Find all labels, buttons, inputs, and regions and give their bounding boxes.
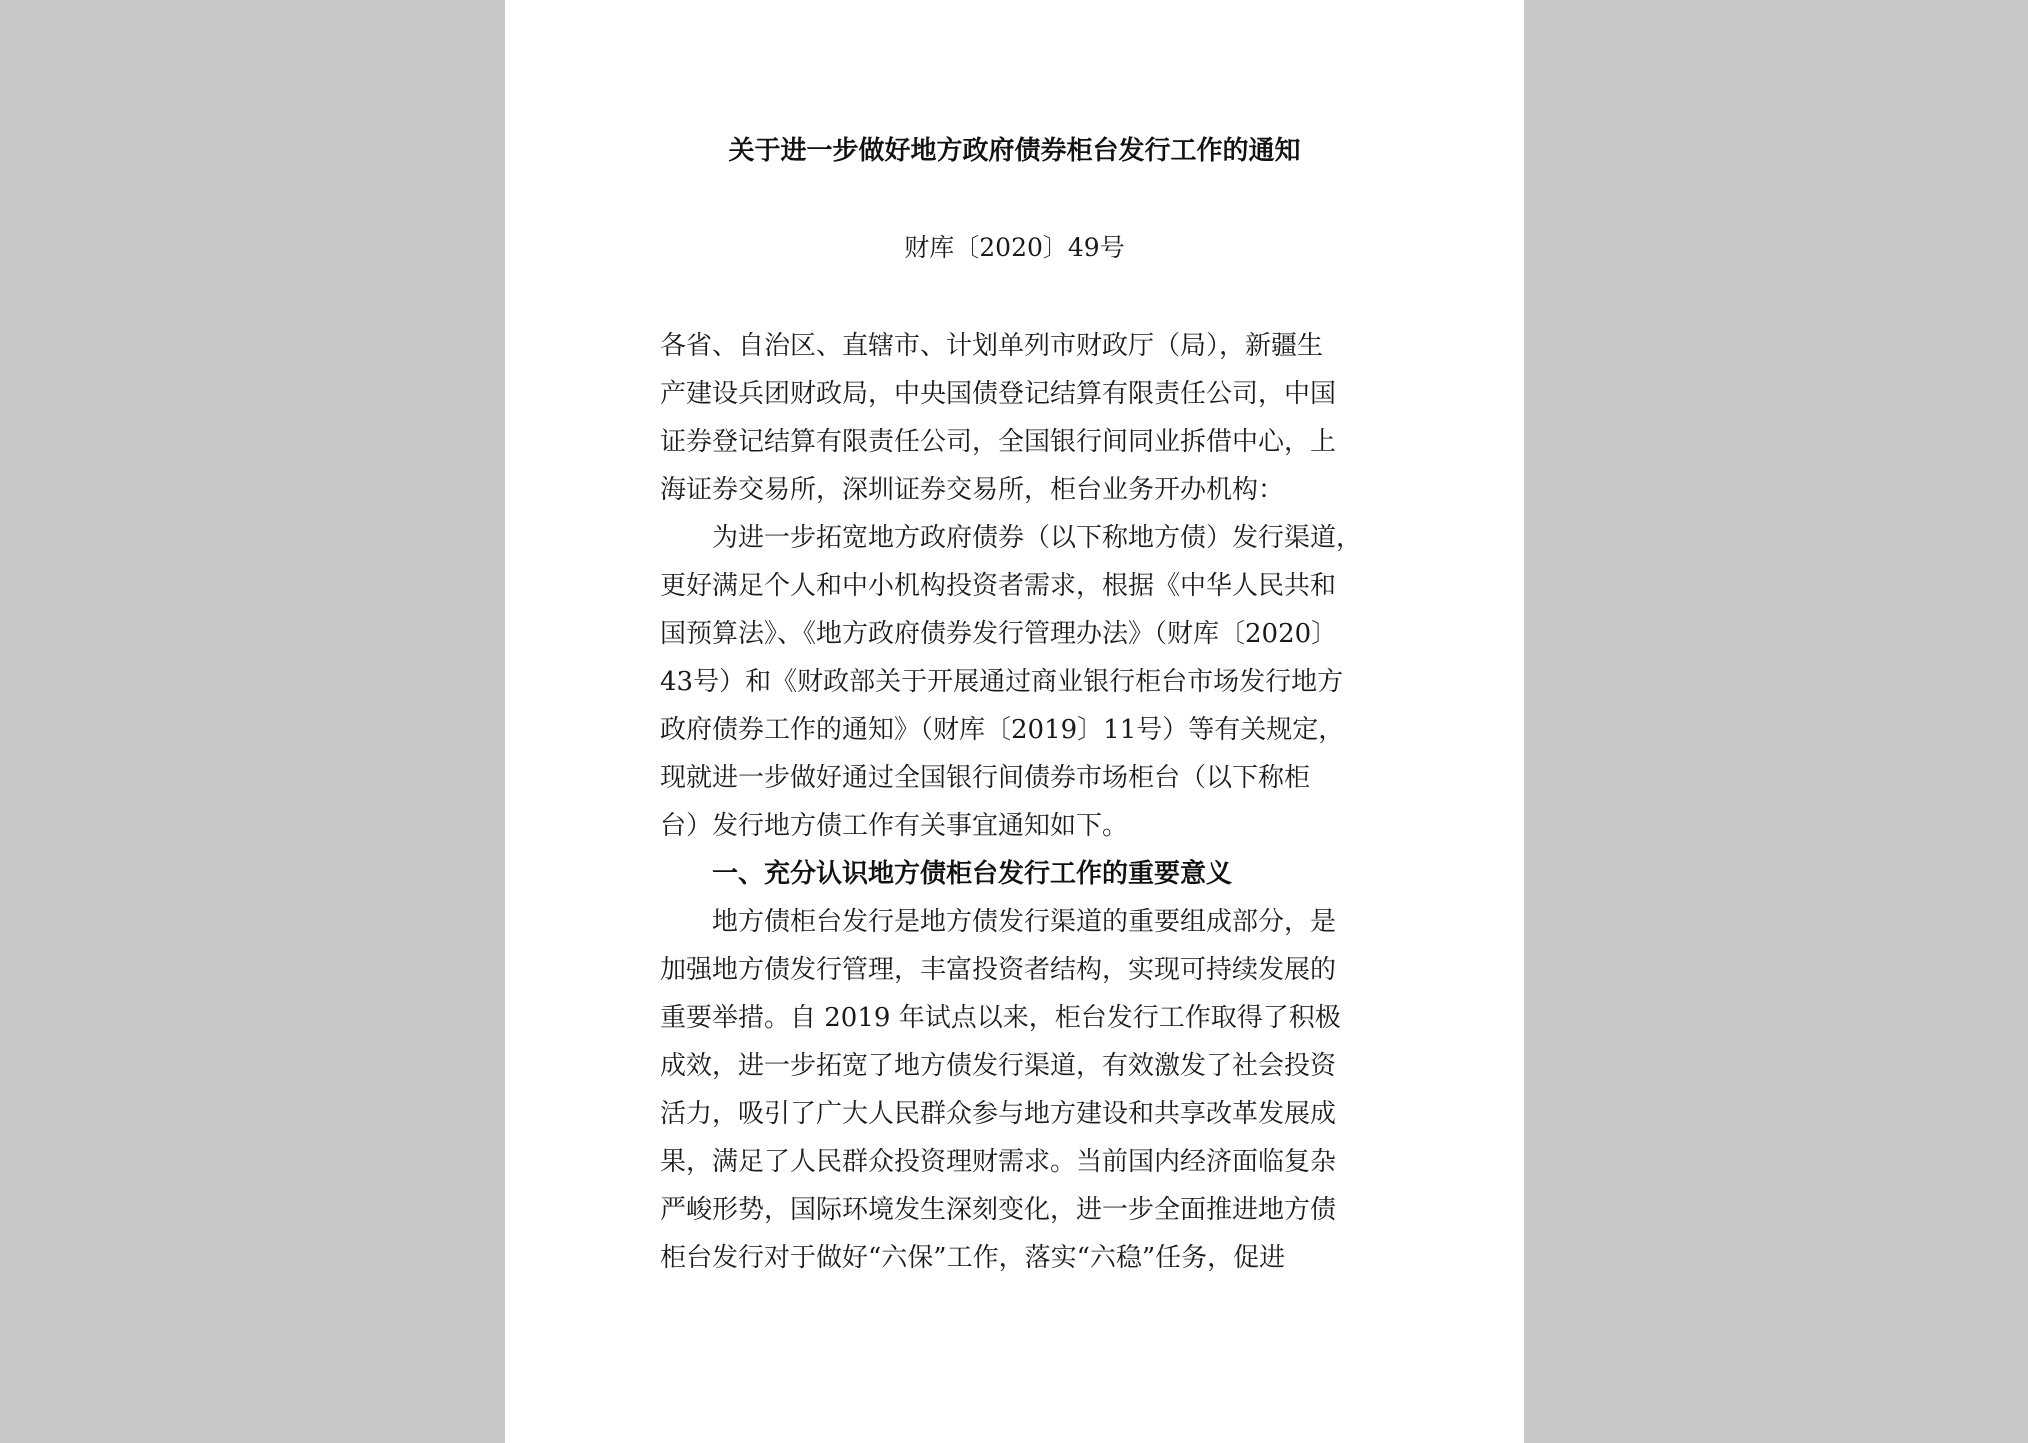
body-line: 各省、自治区、直辖市、计划单列市财政厅（局），新疆生 bbox=[660, 331, 1324, 361]
body-line: 海证券交易所，深圳证券交易所，柜台业务开办机构： bbox=[660, 475, 1285, 505]
body-line: 国预算法》、《地方政府债券发行管理办法》（财库〔2020〕 bbox=[660, 619, 1338, 649]
body-line: 严峻形势，国际环境发生深刻变化，进一步全面推进地方债 bbox=[660, 1195, 1337, 1225]
body-line: 柜台发行对于做好“六保”工作，落实“六稳”任务，促进 bbox=[660, 1243, 1286, 1273]
body-line: 证券登记结算有限责任公司，全国银行间同业拆借中心，上 bbox=[660, 427, 1337, 457]
body-line: 活力，吸引了广大人民群众参与地方建设和共享改革发展成 bbox=[660, 1099, 1337, 1129]
body-line: 为进一步拓宽地方政府债券（以下称地方债）发行渠道， bbox=[712, 523, 1363, 553]
body-line: 产建设兵团财政局，中央国债登记结算有限责任公司，中国 bbox=[660, 379, 1337, 409]
body-line: 更好满足个人和中小机构投资者需求，根据《中华人民共和 bbox=[660, 571, 1337, 601]
body-line: 现就进一步做好通过全国银行间债券市场柜台（以下称柜 bbox=[660, 763, 1311, 793]
section-heading: 一、充分认识地方债柜台发行工作的重要意义 bbox=[712, 859, 1233, 889]
body-line: 地方债柜台发行是地方债发行渠道的重要组成部分，是 bbox=[712, 907, 1337, 937]
document-number: 财库〔2020〕49号 bbox=[904, 233, 1125, 262]
body-line: 政府债券工作的通知》（财库〔2019〕11号）等有关规定， bbox=[660, 715, 1345, 745]
document-title: 关于进一步做好地方政府债券柜台发行工作的通知 bbox=[728, 136, 1301, 166]
document-page bbox=[505, 0, 1524, 1443]
body-line: 重要举措。自 2019 年试点以来，柜台发行工作取得了积极 bbox=[660, 1003, 1341, 1033]
body-line: 成效，进一步拓宽了地方债发行渠道，有效激发了社会投资 bbox=[660, 1051, 1337, 1081]
body-line: 果，满足了人民群众投资理财需求。当前国内经济面临复杂 bbox=[660, 1147, 1337, 1177]
body-line: 台）发行地方债工作有关事宜通知如下。 bbox=[660, 811, 1129, 841]
body-line: 加强地方债发行管理，丰富投资者结构，实现可持续发展的 bbox=[660, 955, 1337, 985]
body-line: 43号）和《财政部关于开展通过商业银行柜台市场发行地方 bbox=[660, 667, 1344, 697]
